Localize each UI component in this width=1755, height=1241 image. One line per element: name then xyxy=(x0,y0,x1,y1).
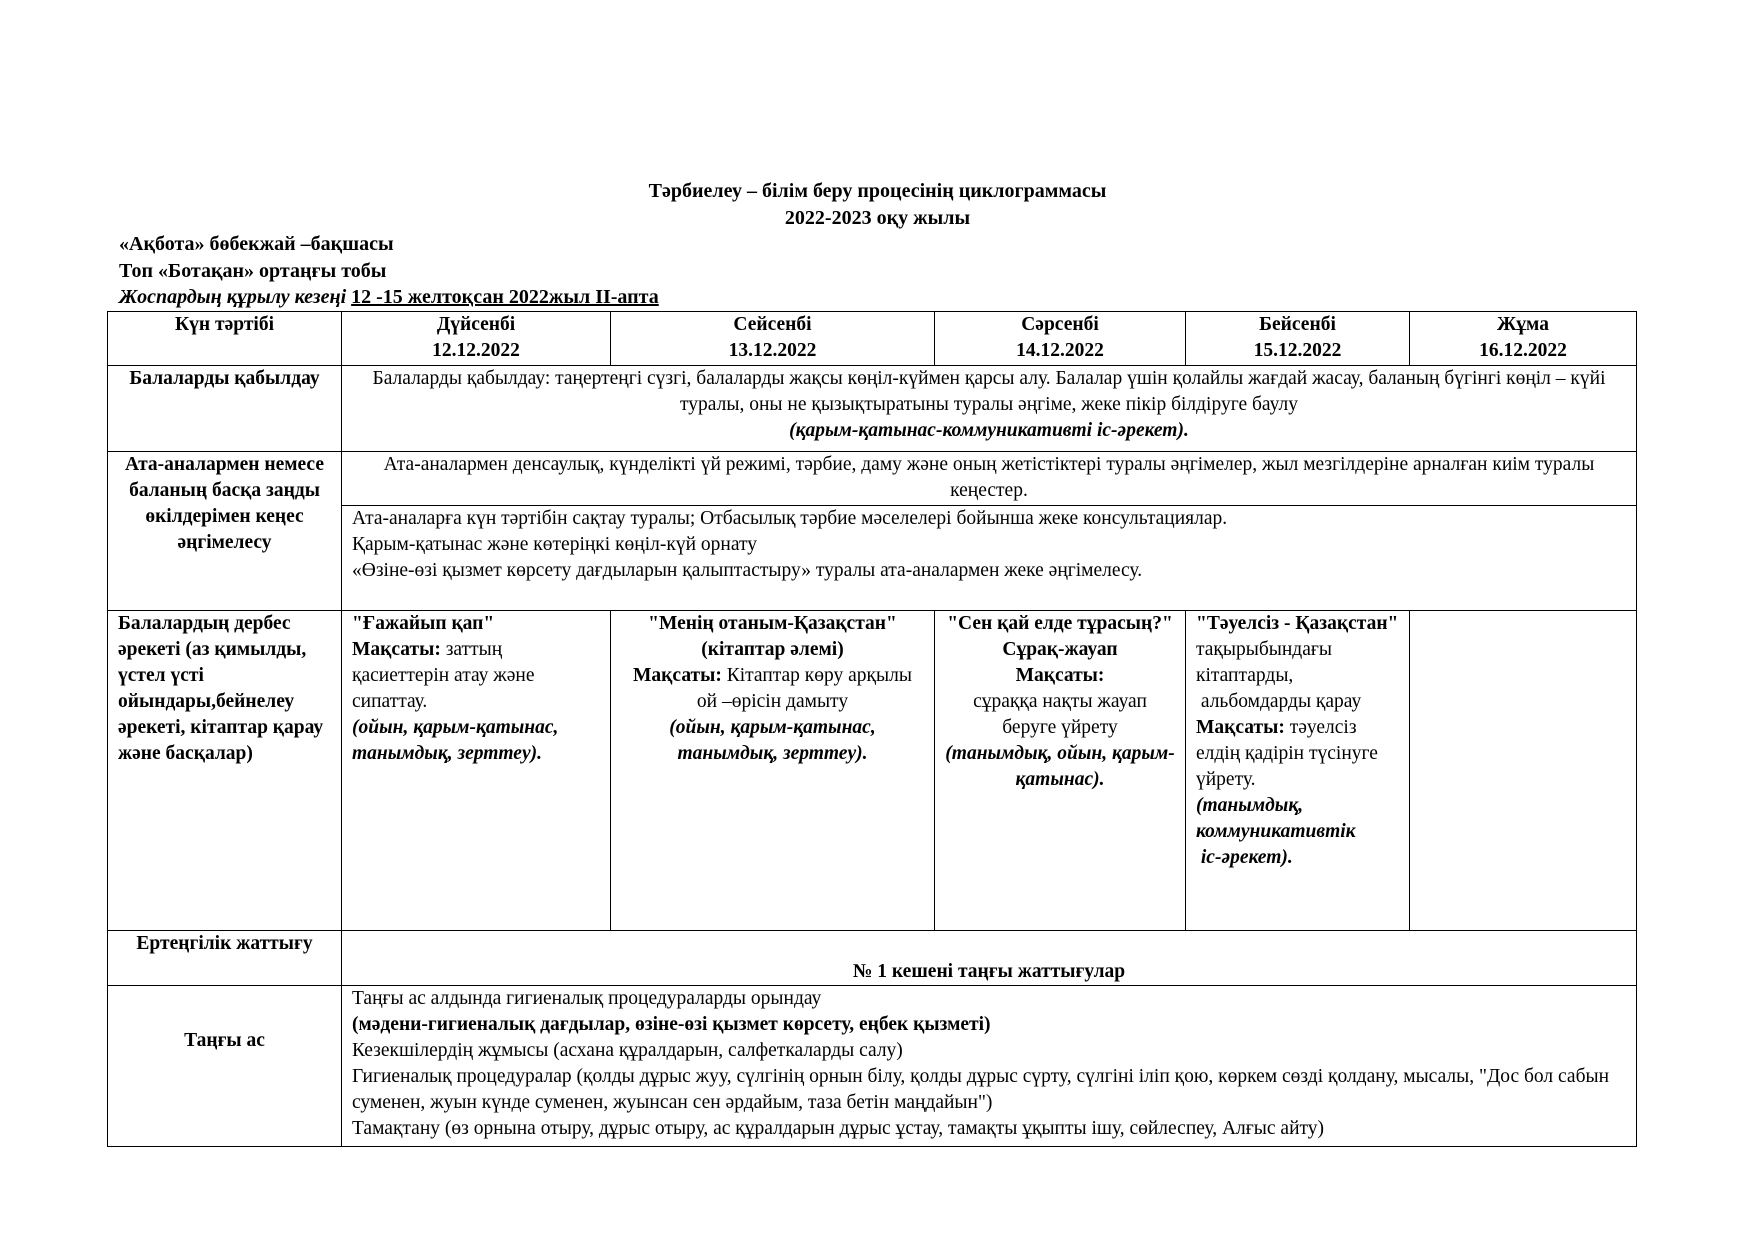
parents-text-4: «Өзіне-өзі қызмет көрсету дағдыларын қалыптастыру» туралы ата-аналармен жеке әңгімелесу. xyxy=(352,560,1143,581)
breakfast-line-4: Гигиеналық процедуралар (қолды дұрыс жуу, сүлгінің орнын білу, қолды дұрыс сүрту, сүлгіні іліп қою, көркем сөзді қолдану, мысалы, "Дос бол сабын суменен, жуын күнде суменен, жуынсан сен әрдайым, таза бетін маңдайын") xyxy=(352,1066,1610,1113)
exercise-content: № 1 кешені таңғы жаттығулар xyxy=(342,931,1637,986)
reception-text: Балаларды қабылдау: таңертеңгі сүзгі, балаларды жақсы көңіл-күймен қарсы алу. Балалар үшін қолайлы жағдай жасау, баланың бүгінгі көңіл – күйі туралы, оны не қызықтыратыны туралы әңгіме, жеке пікір білдіруге баулу xyxy=(372,368,1606,415)
plan-period-label: Жоспардың құрылу кезеңі xyxy=(119,286,352,308)
schedule-table xyxy=(107,311,1637,1147)
document-title: Тәрбиелеу – білім беру процесінің циклограммасы xyxy=(648,180,1107,202)
parents-content-2 xyxy=(342,506,1637,611)
plan-period-value: 12 -15 желтоқсан 2022жыл II-апта xyxy=(351,286,659,308)
group-name: Топ «Ботақан» ортаңғы тобы xyxy=(119,260,387,282)
breakfast-content xyxy=(342,986,1637,1147)
independent-tuesday: "Менің отаным-Қазақстан" (кітаптар әлемі) Мақсаты: Кітаптар көру арқылы ой –өрісін дамыту (ойын, қарым-қатынас, танымдық, зерттеу). xyxy=(611,611,935,931)
header-day-tuesday: Сейсенбі 13.12.2022 xyxy=(611,312,935,366)
table-row-breakfast xyxy=(108,986,1637,1147)
independent-wednesday: "Сен қай елде тұрасың?" Сұрақ-жауап Мақсаты: сұраққа нақты жауап беруге үйрету (танымдық, ойын, қарым-қатынас). xyxy=(935,611,1186,931)
breakfast-line-5: Тамақтану (өз орнына отыру, дұрыс отыру, ас құралдарын дұрыс ұстау, тамақты ұқыпты ішу, сөйлеспеу, Алғыс айту) xyxy=(352,1118,1325,1139)
row-label-reception: Балаларды қабылдау xyxy=(108,366,342,452)
plan-period xyxy=(119,286,659,309)
table-header-row xyxy=(108,312,1637,366)
header-day-thursday: Бейсенбі 15.12.2022 xyxy=(1186,312,1410,366)
breakfast-line-1: Таңғы ас алдында гигиеналық процедураларды орындау xyxy=(352,988,822,1009)
row-label-independent: Балалардың дербес әрекеті (аз қимылды, үстел үсті ойындары,бейнелеу әрекеті, кітаптар қарау және басқалар) xyxy=(108,611,342,931)
kindergarten-name: «Ақбота» бөбекжай –бақшасы xyxy=(119,233,394,255)
table-row-reception xyxy=(108,366,1637,452)
header-day-wednesday: Сәрсенбі 14.12.2022 xyxy=(935,312,1186,366)
parents-text-2: Ата-аналарға күн тәртібін сақтау туралы; Отбасылық тәрбие мәселелері бойынша жеке консультациялар. xyxy=(352,508,1228,529)
table-row-independent xyxy=(108,611,1637,931)
row-label-breakfast: Таңғы ас xyxy=(108,986,342,1147)
header-day-friday: Жұма 16.12.2022 xyxy=(1410,312,1637,366)
academic-year: 2022-2023 оқу жылы xyxy=(784,207,971,229)
breakfast-line-2: (мәдени-гигиеналық дағдылар, өзіне-өзі қызмет көрсету, еңбек қызметі) xyxy=(352,1014,991,1035)
independent-thursday: "Тәуелсіз - Қазақстан" тақырыбындағы кітаптарды, альбомдарды қарау Мақсаты: тәуелсіз елдің қадірін түсінуге үйрету. (танымдық, коммуникативтік іс-әрекет). xyxy=(1186,611,1410,931)
breakfast-line-3: Кезекшілердің жұмысы (асхана құралдарын, салфеткаларды салу) xyxy=(352,1040,903,1061)
reception-activity: (қарым-қатынас-коммуникативті іс-әрекет). xyxy=(789,420,1189,441)
header-day-monday: Дүйсенбі 12.12.2022 xyxy=(342,312,611,366)
row-label-exercise: Ертеңгілік жаттығу xyxy=(108,931,342,986)
independent-friday xyxy=(1410,611,1637,931)
table-row-exercise xyxy=(108,931,1637,986)
header-schedule-cell: Күн тәртібі xyxy=(108,312,342,366)
parents-text-3: Қарым-қатынас және көтеріңкі көңіл-күй орнату xyxy=(352,534,758,555)
reception-content xyxy=(342,366,1637,452)
row-label-parents: Ата-аналармен немесе баланың басқа заңды өкілдерімен кеңес әңгімелесу xyxy=(108,452,342,611)
parents-text-1: Ата-аналармен денсаулық, күнделікті үй режимі, тәрбие, даму және оның жетістіктері туралы әңгімелер, жыл мезгілдеріне арналған киім туралы кеңестер. xyxy=(342,452,1637,506)
table-row-parents-1 xyxy=(108,452,1637,506)
independent-monday: "Ғажайып қап" Мақсаты: заттың қасиеттерін атау және сипаттау. (ойын, қарым-қатынас, танымдық, зерттеу). xyxy=(342,611,611,931)
